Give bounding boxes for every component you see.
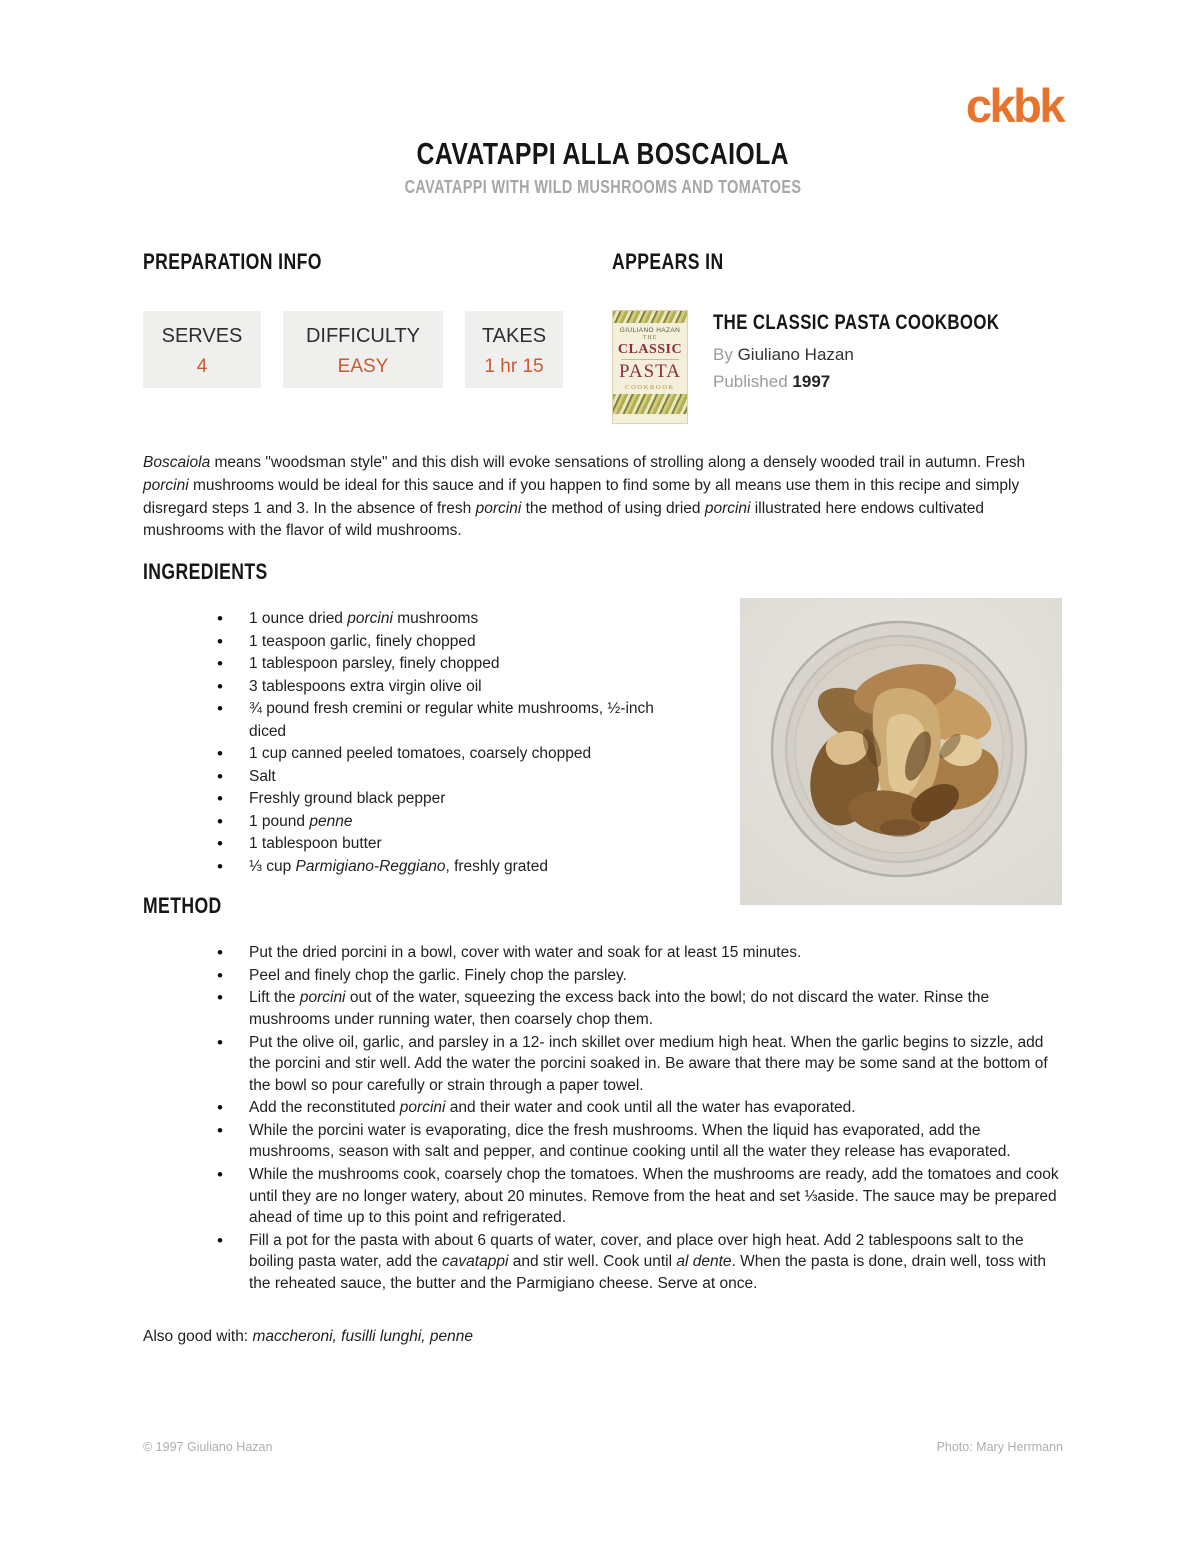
book-row [612, 310, 1071, 424]
method-step: • While the mushrooms cook, coarsely chop the tomatoes. When the mushrooms are ready, add the tomatoes and cook until they are no longer watery, about 20 minutes. Remove from the heat and set ⅓aside. The sauce may be prepared ahead of time up to this point and refrigerated. [215, 1164, 1063, 1229]
cover-rule [621, 359, 679, 360]
book-title[interactable]: THE CLASSIC PASTA COOKBOOK [713, 311, 1000, 334]
ingredient-item: • 1 cup canned peeled tomatoes, coarsely chopped [215, 743, 663, 766]
ingredient-item: • 1 ounce dried porcini mushrooms [215, 608, 663, 631]
appears-in-heading: APPEARS IN [612, 249, 724, 274]
ingredient-item: • 1 teaspoon garlic, finely chopped [215, 631, 663, 654]
cover-cookbook-text: COOKBOOK [625, 384, 675, 392]
ckbk-logo[interactable]: ckbk [965, 79, 1063, 132]
recipe-subtitle: CAVATAPPI WITH WILD MUSHROOMS AND TOMATOES [404, 177, 802, 197]
ingredient-item: • ¾ pound fresh cremini or regular white mushrooms, ½-inch diced [215, 698, 663, 743]
prep-info-heading: PREPARATION INFO [143, 249, 322, 274]
info-columns [143, 251, 1063, 424]
cover-author-text: GIULIANO HAZAN [619, 327, 681, 334]
method-step: • Put the olive oil, garlic, and parsley in a 12- inch skillet over medium high heat. When the garlic begins to sizzle, add the porcini and stir well. Add the water the porcini soaked in. Be aware that there may be some sand at the bottom of the bowl so pour carefully or strain through a paper towel. [215, 1032, 1063, 1097]
ingredient-item: • Freshly ground black pepper [215, 788, 663, 811]
published-label: Published [713, 372, 788, 392]
stat-takes [465, 311, 563, 388]
stat-takes-label: TAKES [481, 325, 547, 347]
cover-the-text: THE [642, 335, 658, 341]
stat-serves-value: 4 [196, 356, 208, 377]
also-good-with-line: Also good with: maccheroni, fusilli lunghi, penne [143, 1327, 474, 1345]
method-step: • Fill a pot for the pasta with about 6 quarts of water, cover, and place over high heat. Add 2 tablespoons salt to the boiling pasta water, add the cavatappi and stir well. Cook until al dente. When the pasta is done, drain well, toss with the reheated sauce, the butter and the Parmigiano cheese. Serve at once. [215, 1230, 1063, 1295]
stat-takes-value: 1 hr 15 [484, 356, 544, 377]
stat-difficulty [283, 311, 443, 388]
subtitle-block [143, 178, 1063, 197]
ingredient-item: • 1 pound penne [215, 811, 663, 834]
stat-difficulty-label: DIFFICULTY [305, 325, 421, 347]
method-step: • Lift the porcini out of the water, squeezing the excess back into the bowl; do not discard the water. Rinse the mushrooms under running water, then coarsely chop them. [215, 987, 1063, 1030]
prep-stats-row [143, 311, 612, 388]
ingredient-item: • 1 tablespoon butter [215, 833, 663, 856]
cover-top-decoration [613, 311, 687, 323]
stat-serves [143, 311, 261, 388]
footer-copyright: © 1997 Giuliano Hazan [143, 1440, 273, 1454]
ingredient-item: • 3 tablespoons extra virgin olive oil [215, 676, 663, 699]
method-list [143, 942, 1063, 1295]
book-info [713, 310, 1071, 424]
prep-info-section [143, 251, 612, 424]
cover-classic-text: CLASSIC [617, 342, 683, 357]
page-footer [143, 1440, 1063, 1454]
book-author[interactable]: Giuliano Hazan [737, 345, 854, 364]
header [143, 0, 1063, 132]
dried-porcini-photo [740, 598, 1062, 905]
published-year: 1997 [792, 372, 831, 392]
title-block [143, 138, 1063, 169]
method-step: • Add the reconstituted porcini and their water and cook until all the water has evaporated. [215, 1097, 1063, 1119]
ingredient-item: • ⅓ cup Parmigiano-Reggiano, freshly grated [215, 856, 663, 879]
ingredient-item: • 1 tablespoon parsley, finely chopped [215, 653, 663, 676]
cover-pasta-text: PASTA [619, 361, 681, 383]
stat-serves-label: SERVES [161, 325, 243, 347]
recipe-title: CAVATAPPI ALLA BOSCAIOLA [416, 136, 790, 171]
ingredient-item: • Salt [215, 766, 663, 789]
book-cover[interactable] [612, 310, 688, 424]
appears-in-section [612, 251, 1071, 424]
cover-bottom-decoration [613, 394, 687, 414]
ingredients-heading: INGREDIENTS [143, 559, 268, 585]
method-step: • Put the dried porcini in a bowl, cover with water and soak for at least 15 minutes. [215, 942, 1063, 964]
ingredients-list [143, 608, 663, 878]
method-step: • Peel and finely chop the garlic. Finely chop the parsley. [215, 965, 1063, 987]
method-step: • While the porcini water is evaporating, dice the fresh mushrooms. When the liquid has evaporated, add the mushrooms, season with salt and pepper, and continue cooking until all the water they release has evaporated. [215, 1120, 1063, 1163]
footer-photo-credit: Photo: Mary Herrmann [936, 1440, 1063, 1454]
book-published-line [713, 372, 1071, 392]
intro-paragraph: Boscaiola means "woodsman style" and this dish will evoke sensations of strolling along a densely wooded trail in autumn. Fresh porcini mushrooms would be ideal for this sauce and if you happen to find some by all means use them in this recipe and simply disregard steps 1 and 3. In the absence of fresh porcini the method of using dried porcini illustrated here endows cultivated mushrooms with the flavor of wild mushrooms. [143, 454, 1026, 540]
book-author-line [713, 345, 1071, 365]
by-label: By [713, 345, 733, 364]
stat-difficulty-value: EASY [337, 356, 389, 377]
method-heading: METHOD [143, 893, 222, 919]
